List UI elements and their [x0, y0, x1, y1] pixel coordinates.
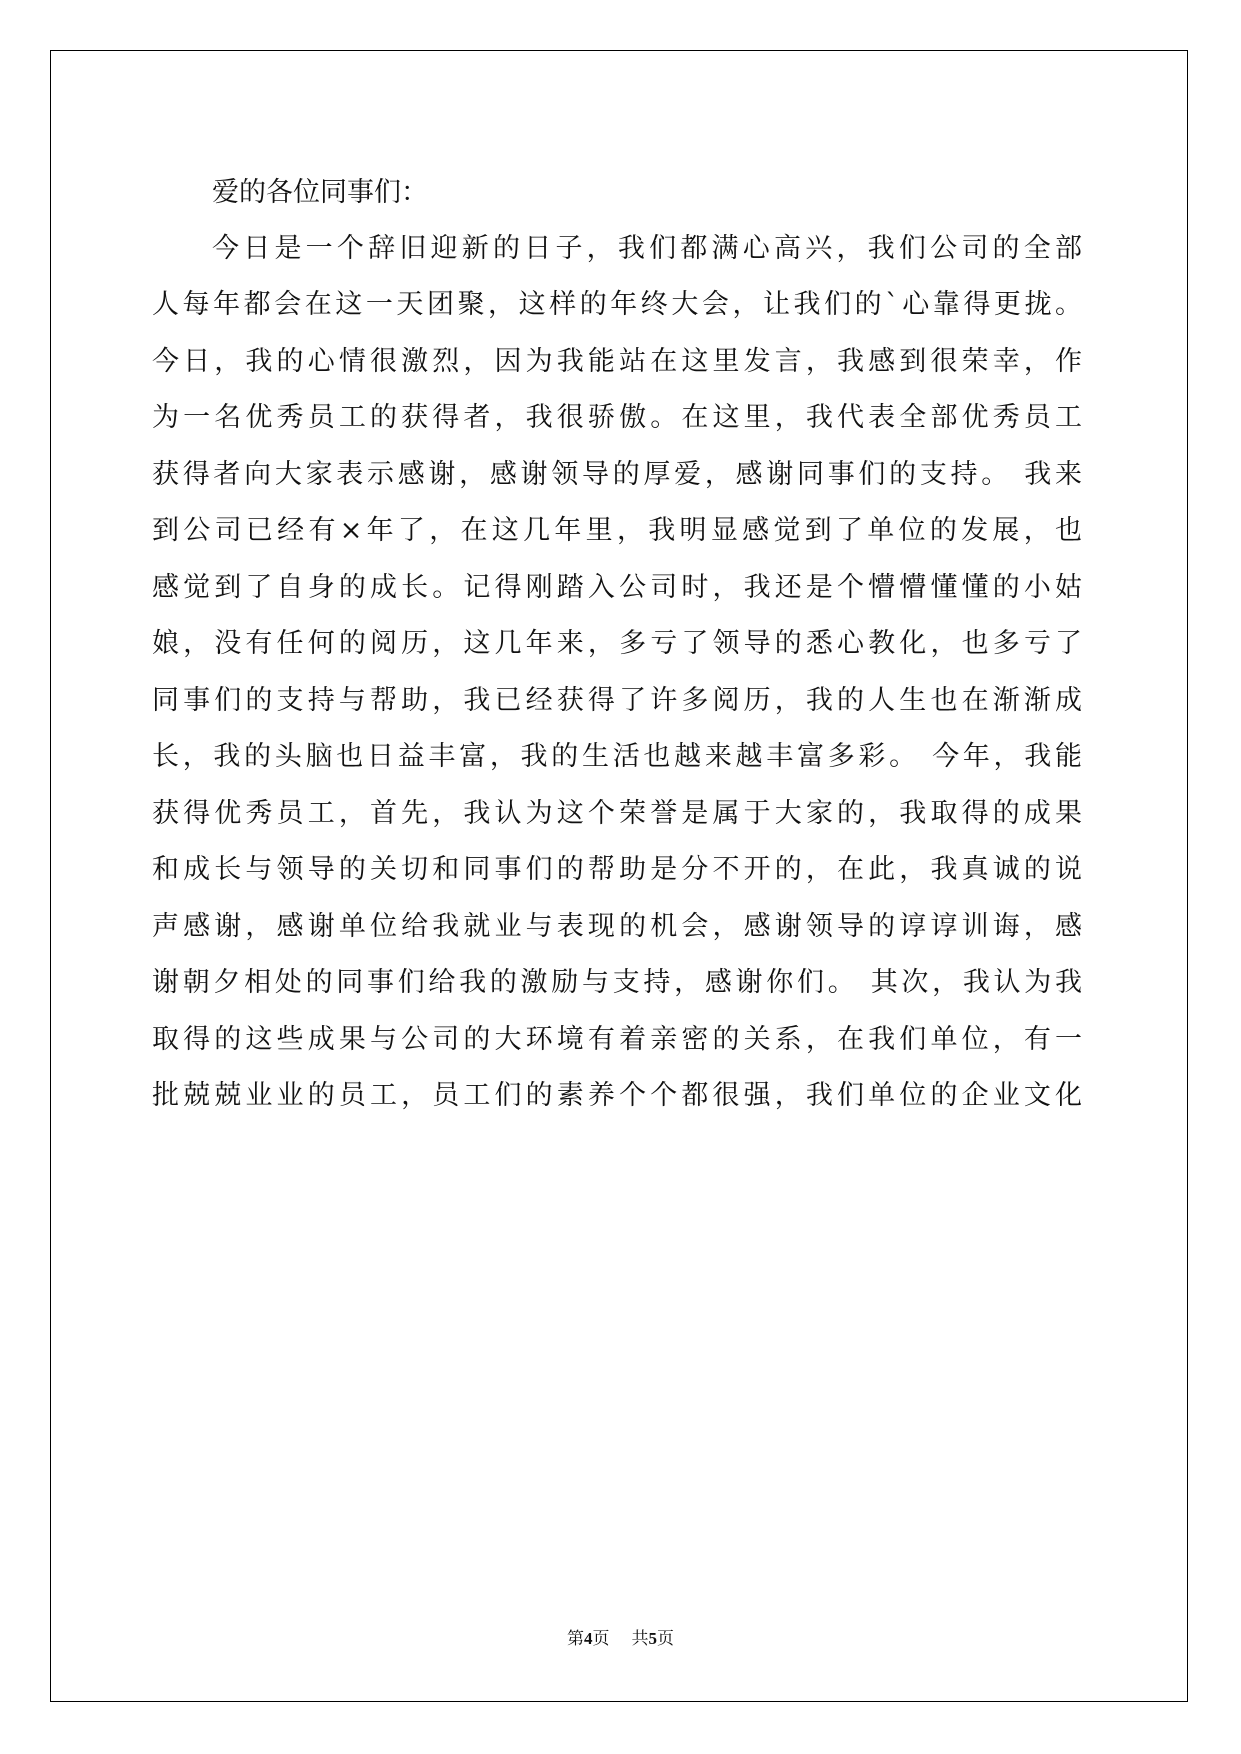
paragraph-line: 和成长与领导的关切和同事们的帮助是分不开的，在此，我真诚的说: [152, 854, 1082, 885]
paragraph-line: 获得优秀员工，首先，我认为这个荣誉是属于大家的，我取得的成果: [152, 798, 1082, 829]
current-page-number: 4: [584, 1629, 593, 1648]
paragraph-line: 长，我的头脑也日益丰富，我的生活也越来越丰富多彩。 今年，我能: [152, 741, 1082, 772]
total-suffix: 页: [657, 1629, 674, 1648]
paragraph-line: 谢朝夕相处的同事们给我的激励与支持，感谢你们。 其次，我认为我: [152, 967, 1082, 998]
paragraph-line: 为一名优秀员工的获得者，我很骄傲。在这里，我代表全部优秀员工: [152, 402, 1082, 433]
paragraph-line: 批兢兢业业的员工，员工们的素养个个都很强，我们单位的企业文化: [152, 1080, 1082, 1111]
paragraph-line: 人每年都会在这一天团聚，这样的年终大会，让我们的`心靠得更拢。: [152, 289, 1082, 320]
paragraph-line: 娘，没有任何的阅历，这几年来，多亏了领导的悉心教化，也多亏了: [152, 628, 1082, 659]
page-suffix: 页: [592, 1629, 610, 1648]
paragraph-line: 到公司已经有×年了，在这几年里，我明显感觉到了单位的发展，也: [152, 515, 1082, 546]
paragraph-line: 今日是一个辞旧迎新的日子，我们都满心高兴，我们公司的全部: [212, 233, 1082, 264]
total-page-number: 5: [648, 1629, 657, 1648]
page-footer: [0, 1624, 1241, 1649]
paragraph-line: 声感谢，感谢单位给我就业与表现的机会，感谢领导的谆谆训诲，感: [152, 911, 1082, 942]
paragraph-line: 同事们的支持与帮助，我已经获得了许多阅历，我的人生也在渐渐成: [152, 685, 1082, 716]
paragraph-line: 今日，我的心情很激烈，因为我能站在这里发言，我感到很荣幸，作: [152, 346, 1082, 377]
paragraph-line: 感觉到了自身的成长。记得刚踏入公司时，我还是个懵懵懂懂的小姑: [152, 572, 1082, 603]
page-prefix: 第: [567, 1629, 584, 1648]
total-prefix: 共: [631, 1629, 649, 1648]
paragraph-line: 获得者向大家表示感谢，感谢领导的厚爱，感谢同事们的支持。 我来: [152, 459, 1082, 490]
salutation: 爱的各位同事们：: [212, 177, 428, 208]
paragraph-line: 取得的这些成果与公司的大环境有着亲密的关系，在我们单位，有一: [152, 1024, 1082, 1055]
